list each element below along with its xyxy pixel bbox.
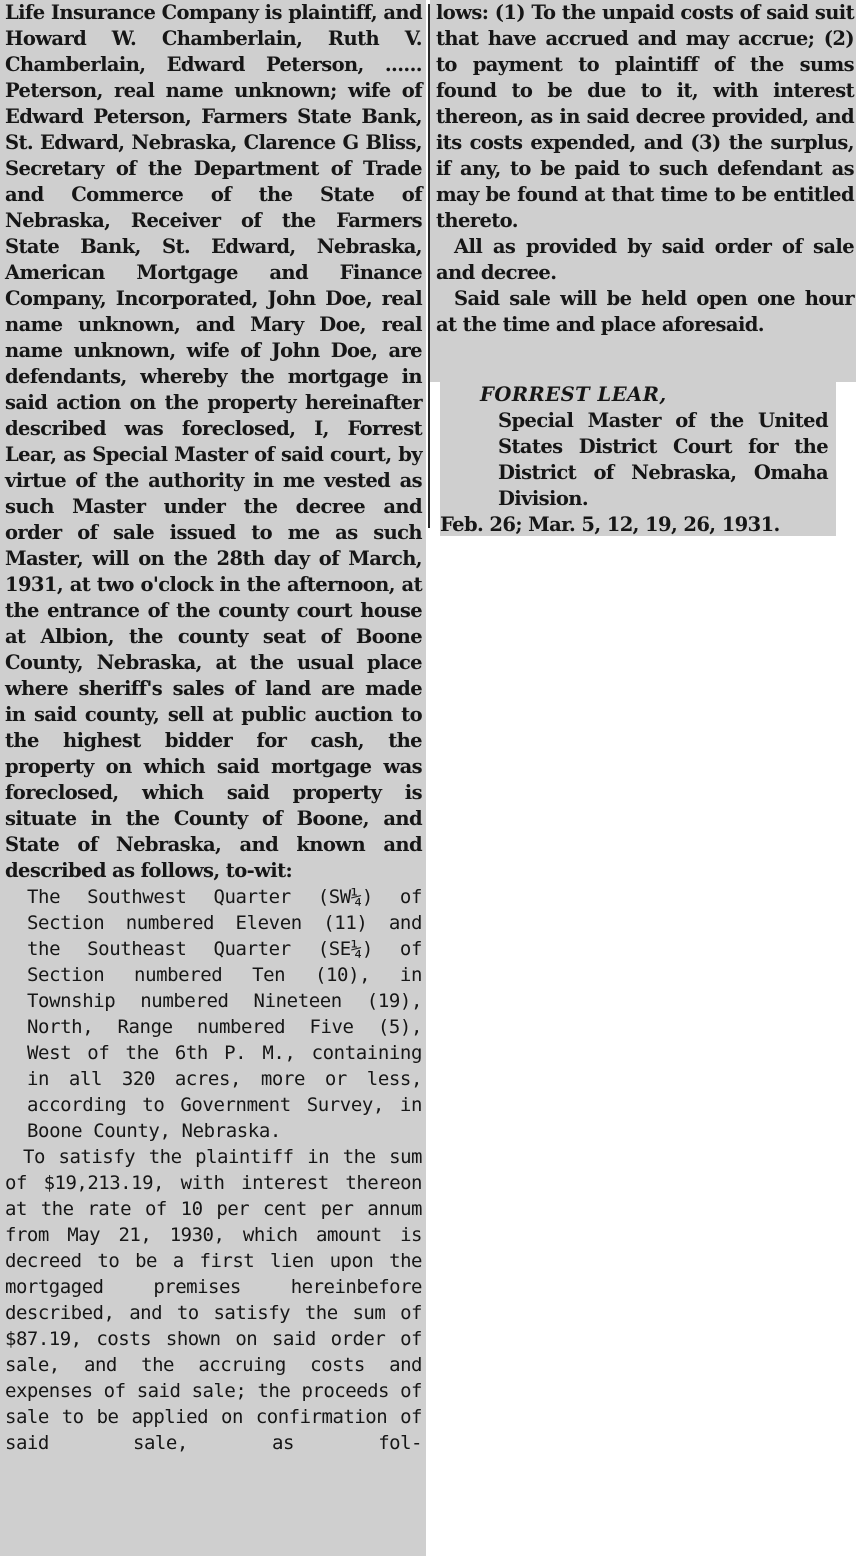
blank-area	[430, 382, 856, 1556]
signature-block	[440, 382, 836, 536]
signature-title: Special Master of the United States District Court for the District of Nebraska, Omaha Division.	[498, 409, 828, 510]
application-of-proceeds: lows: (1) To the unpaid costs of said suit that have accrued and may accrue; (2) to payment to plaintiff of the sums found to be due to it, with interest thereon, as in said decree provided, and its costs expended, and (3) the surplus, if any, to be paid to such defendant as may be found at that time to be entitled thereto.	[436, 1, 854, 232]
right-column	[430, 0, 856, 382]
property-description: The Southwest Quarter (SW¼) of Section numbered Eleven (11) and the Southeast Quarter (SE¼) of Section numbered Ten (10), in Township numbered Nineteen (19), North, Range numbered Five (5), West of the 6th P. M., containing in all 320 acres, more or less, according to Government Survey, in Boone County, Nebraska.	[27, 886, 422, 1142]
column-divider	[428, 4, 430, 528]
sale-open-paragraph: Said sale will be held open one hour at the time and place aforesaid.	[436, 287, 854, 336]
publication-dates: Feb. 26; Mar. 5, 12, 19, 26, 1931.	[440, 513, 780, 536]
signature-name: FORREST LEAR,	[480, 383, 667, 406]
as-provided-paragraph: All as provided by said order of sale and decree.	[436, 235, 854, 284]
left-column	[0, 0, 426, 1556]
notice-paragraph-main: Life Insurance Company is plaintiff, and Howard W. Chamberlain, Ruth V. Chamberlain, Edward Peterson, ...... Peterson, real name unknown; wife of Edward Peterson, Farmers State Bank, St. Edward, Nebraska, Clarence G Bliss, Secretary of the Department of Trade and Commerce of the State of Nebraska, Receiver of the Farmers State Bank, St. Edward, Nebraska, American Mortgage and Finance Company, Incorporated, John Doe, real name unknown, and Mary Doe, real name unknown, wife of John Doe, are defendants, whereby the mortgage in said action on the property hereinafter described was foreclosed, I, Forrest Lear, as Special Master of said court, by virtue of the authority in me vested as such Master under the decree and order of sale issued to me as such Master, will on the 28th day of March, 1931, at two o'clock in the afternoon, at the entrance of the county court house at Albion, the county seat of Boone County, Nebraska, at the usual place where sheriff's sales of land are made in said county, sell at public auction to the highest bidder for cash, the property on which said mortgage was foreclosed, which said property is situate in the County of Boone, and State of Nebraska, and known and described as follows, to-wit:	[5, 1, 422, 882]
notice-paragraph-satisfy: To satisfy the plaintiff in the sum of $19,213.19, with interest thereon at the rate of 10 per cent per annum from May 21, 1930, which amount is decreed to be a first lien upon the mortgaged premises hereinbefore described, and to satisfy the sum of $87.19, costs shown on said order of sale, and the accruing costs and expenses of said sale; the proceeds of sale to be applied on confirmation of said sale, as fol-	[5, 1146, 422, 1454]
